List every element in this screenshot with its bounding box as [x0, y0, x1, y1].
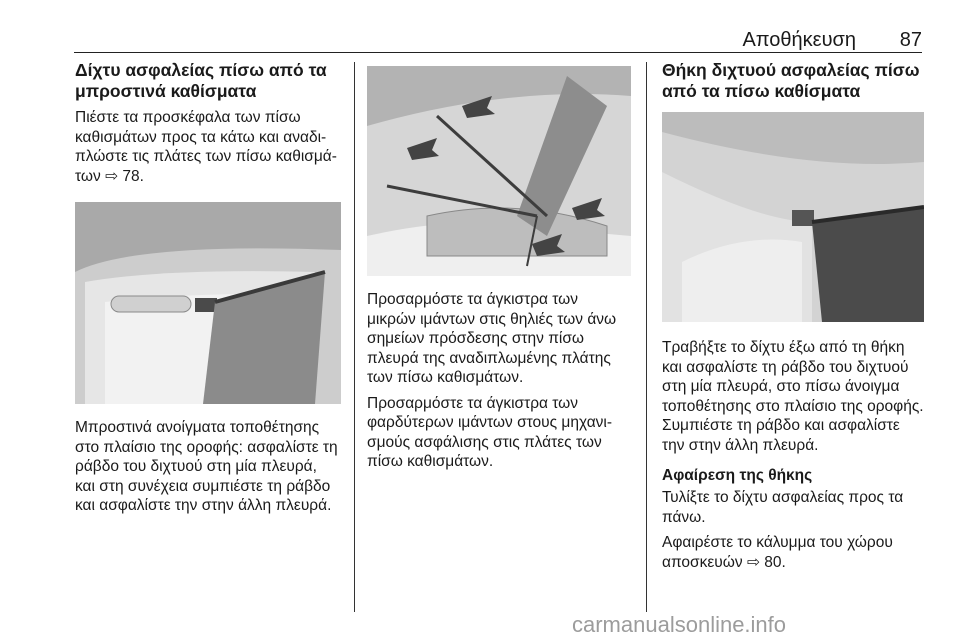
paragraph: Τυλίξτε το δίχτυ ασφαλείας προς τα πάνω. — [662, 489, 904, 526]
figure-roof-mount — [75, 202, 341, 404]
reference-link[interactable]: 80. — [764, 553, 786, 571]
subheading-remove-cassette: Αφαίρεση της θήκης — [662, 467, 813, 484]
heading-net-front: Δίχτυ ασφαλείας πίσω από τα μπροστινά καθίσματα — [75, 60, 327, 101]
paragraph: Προσαρμόστε τα άγκιστρα των μικρών ιμάντων στις θηλιές των άνω σημείων πρόσδεσης στην πίσω πλευρά της αναδιπλωμένης πλάτης των πίσω καθισμάτων. — [367, 291, 617, 386]
page-header — [74, 26, 922, 53]
reference-arrow-icon: ⇨ — [105, 167, 119, 185]
reference-arrow-icon: ⇨ — [746, 553, 760, 571]
paragraph-text: Πιέστε τα προσκέφαλα των πίσω καθισμάτων προς τα κάτω και αναδι-πλώστε τις πλάτες των πίσω καθισμά-των — [75, 109, 337, 185]
paragraph — [662, 533, 924, 572]
heading-net-rear: Θήκη διχτυού ασφαλείας πίσω από τα πίσω καθίσματα — [662, 60, 920, 101]
reference-link[interactable]: 78. — [122, 167, 144, 185]
paragraph: Προσαρμόστε τα άγκιστρα των φαρδύτερων ιμάντων στους μηχανι-σμούς ασφάλισης στις πλάτες των πίσω καθισμάτων. — [367, 394, 613, 470]
figure-strap-attachment — [367, 66, 631, 276]
column-1 — [75, 60, 341, 522]
paragraph-text: Αφαιρέστε το κάλυμμα του χώρου αποσκευών — [662, 534, 893, 571]
watermark: carmanualsonline.info — [572, 612, 787, 637]
column-2 — [367, 66, 631, 478]
column-divider — [646, 62, 647, 612]
paragraph: Μπροστινά ανοίγματα τοποθέτησης στο πλαίσιο της οροφής: ασφαλίστε τη ράβδο του διχτυού στη μία πλευρά, και στη συνέχεια συμπιέστε τη ράβδο και ασφαλίστε την στην άλλη πλευρά. — [75, 419, 338, 514]
column-3 — [662, 60, 924, 578]
figure-net-cassette — [662, 112, 924, 322]
page-number: 87 — [899, 29, 922, 51]
column-divider — [354, 62, 355, 612]
paragraph — [75, 108, 341, 186]
section-title: Αποθήκευση — [742, 29, 856, 51]
paragraph: Τραβήξτε το δίχτυ έξω από τη θήκη και ασφαλίστε τη ράβδο του διχτυού στη μία πλευρά, στο πίσω άνοιγμα τοποθέτησης στο πλαίσιο της οροφής. Συμπιέστε τη ράβδο και ασφαλίστε την στην άλλη πλευρά. — [662, 339, 924, 454]
